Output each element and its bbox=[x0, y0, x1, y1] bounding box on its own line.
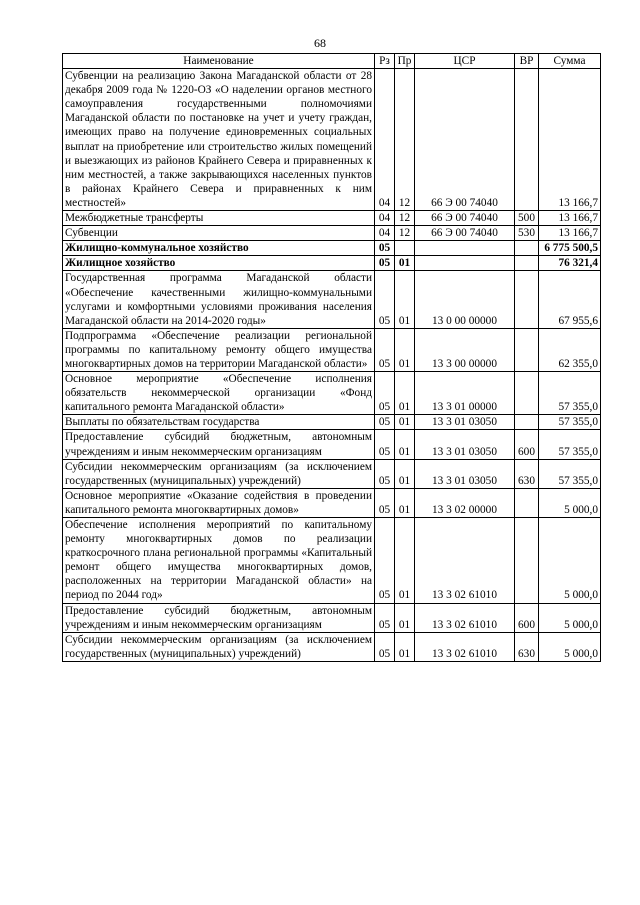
cell-vr bbox=[515, 271, 539, 328]
cell-pr: 01 bbox=[395, 518, 415, 604]
cell-name: Основное мероприятие «Обеспечение исполнения обязательств некоммерческой организации «Фонд капитального ремонта Магаданской области» bbox=[63, 372, 375, 415]
cell-csr bbox=[415, 256, 515, 271]
cell-name: Субвенции на реализацию Закона Магаданской области от 28 декабря 2009 года № 1220-ОЗ «О наделении органов местного самоуправления государственными полномочиями Магаданской области по постановке на учет и учету граждан, имеющих право на получение единовременных социальных выплат на приобретение или строительство жилых помещений и выезжающих из районов Крайнего Севера и приравненных к ним местностей, а также закрывающихся населенных пунктов в районах Крайнего Севера и приравненных к ним местностей» bbox=[63, 69, 375, 211]
cell-name: Межбюджетные трансферты bbox=[63, 211, 375, 226]
cell-vr: 630 bbox=[515, 459, 539, 488]
cell-rz: 05 bbox=[375, 241, 395, 256]
table-row bbox=[63, 226, 601, 241]
cell-csr: 13 3 02 61010 bbox=[415, 632, 515, 661]
cell-sum: 5 000,0 bbox=[539, 632, 601, 661]
cell-csr: 13 3 01 03050 bbox=[415, 430, 515, 459]
cell-sum: 5 000,0 bbox=[539, 603, 601, 632]
cell-name: Предоставление субсидий бюджетным, автономным учреждениям и иным некоммерческим организациям bbox=[63, 430, 375, 459]
cell-vr: 500 bbox=[515, 211, 539, 226]
cell-rz: 05 bbox=[375, 488, 395, 517]
header-rz: Рз bbox=[375, 54, 395, 69]
table-row bbox=[63, 241, 601, 256]
cell-csr: 13 3 01 03050 bbox=[415, 415, 515, 430]
cell-sum: 76 321,4 bbox=[539, 256, 601, 271]
table-row bbox=[63, 415, 601, 430]
cell-sum: 6 775 500,5 bbox=[539, 241, 601, 256]
budget-table bbox=[62, 53, 601, 662]
table-row bbox=[63, 256, 601, 271]
cell-vr bbox=[515, 518, 539, 604]
cell-pr: 01 bbox=[395, 632, 415, 661]
cell-csr: 66 Э 00 74040 bbox=[415, 211, 515, 226]
cell-csr: 13 0 00 00000 bbox=[415, 271, 515, 328]
cell-rz: 05 bbox=[375, 430, 395, 459]
table-row bbox=[63, 459, 601, 488]
cell-vr: 630 bbox=[515, 632, 539, 661]
cell-pr: 01 bbox=[395, 372, 415, 415]
cell-name: Субсидии некоммерческим организациям (за исключением государственных (муниципальных) учреждений) bbox=[63, 632, 375, 661]
cell-rz: 05 bbox=[375, 459, 395, 488]
cell-csr: 13 3 02 61010 bbox=[415, 518, 515, 604]
table-row bbox=[63, 632, 601, 661]
cell-sum: 13 166,7 bbox=[539, 226, 601, 241]
cell-csr: 13 3 01 00000 bbox=[415, 372, 515, 415]
cell-rz: 05 bbox=[375, 271, 395, 328]
cell-sum: 57 355,0 bbox=[539, 415, 601, 430]
cell-pr: 01 bbox=[395, 271, 415, 328]
table-row bbox=[63, 603, 601, 632]
cell-pr: 12 bbox=[395, 69, 415, 211]
cell-vr bbox=[515, 415, 539, 430]
cell-sum: 13 166,7 bbox=[539, 69, 601, 211]
table-row bbox=[63, 488, 601, 517]
cell-vr: 600 bbox=[515, 430, 539, 459]
cell-pr: 01 bbox=[395, 430, 415, 459]
table-row bbox=[63, 430, 601, 459]
cell-pr: 12 bbox=[395, 211, 415, 226]
cell-pr: 01 bbox=[395, 256, 415, 271]
cell-name: Жилищно-коммунальное хозяйство bbox=[63, 241, 375, 256]
cell-rz: 04 bbox=[375, 69, 395, 211]
cell-pr: 01 bbox=[395, 603, 415, 632]
cell-name: Обеспечение исполнения мероприятий по капитальному ремонту многоквартирных домов по реализации краткосрочного плана региональной программы «Капитальный ремонт общего имущества многоквартирных домов, расположенных на территории Магаданской области» на период по 2044 год» bbox=[63, 518, 375, 604]
header-pr: Пр bbox=[395, 54, 415, 69]
cell-name: Основное мероприятие «Оказание содействия в проведении капитального ремонта многоквартирных домов» bbox=[63, 488, 375, 517]
cell-sum: 13 166,7 bbox=[539, 211, 601, 226]
cell-vr bbox=[515, 69, 539, 211]
table-row bbox=[63, 69, 601, 211]
header-vr: ВР bbox=[515, 54, 539, 69]
cell-csr: 66 Э 00 74040 bbox=[415, 69, 515, 211]
cell-rz: 04 bbox=[375, 226, 395, 241]
cell-vr bbox=[515, 256, 539, 271]
cell-sum: 57 355,0 bbox=[539, 459, 601, 488]
cell-vr: 530 bbox=[515, 226, 539, 241]
cell-name: Жилищное хозяйство bbox=[63, 256, 375, 271]
cell-name: Подпрограмма «Обеспечение реализации региональной программы по капитальному ремонту общего имущества многоквартирных домов на территории Магаданской области» bbox=[63, 328, 375, 371]
cell-rz: 05 bbox=[375, 518, 395, 604]
cell-name: Государственная программа Магаданской области «Обеспечение качественными жилищно-коммунальными услугами и комфортными условиями проживания населения Магаданской области на 2014-2020 годы» bbox=[63, 271, 375, 328]
cell-name: Субвенции bbox=[63, 226, 375, 241]
cell-sum: 57 355,0 bbox=[539, 430, 601, 459]
cell-rz: 05 bbox=[375, 328, 395, 371]
cell-vr bbox=[515, 241, 539, 256]
cell-rz: 05 bbox=[375, 372, 395, 415]
cell-rz: 05 bbox=[375, 632, 395, 661]
cell-csr: 13 3 01 03050 bbox=[415, 459, 515, 488]
cell-vr: 600 bbox=[515, 603, 539, 632]
table-body bbox=[63, 69, 601, 662]
cell-sum: 67 955,6 bbox=[539, 271, 601, 328]
cell-rz: 05 bbox=[375, 415, 395, 430]
cell-pr: 01 bbox=[395, 328, 415, 371]
table-row bbox=[63, 328, 601, 371]
cell-csr: 13 3 00 00000 bbox=[415, 328, 515, 371]
header-row bbox=[63, 54, 601, 69]
table-row bbox=[63, 211, 601, 226]
cell-sum: 62 355,0 bbox=[539, 328, 601, 371]
cell-name: Предоставление субсидий бюджетным, автономным учреждениям и иным некоммерческим организациям bbox=[63, 603, 375, 632]
page-number: 68 bbox=[314, 36, 326, 50]
table-row bbox=[63, 271, 601, 328]
header-sum: Сумма bbox=[539, 54, 601, 69]
cell-vr bbox=[515, 372, 539, 415]
cell-pr: 12 bbox=[395, 226, 415, 241]
cell-csr: 66 Э 00 74040 bbox=[415, 226, 515, 241]
header-csr: ЦСР bbox=[415, 54, 515, 69]
cell-vr bbox=[515, 328, 539, 371]
table-row bbox=[63, 372, 601, 415]
cell-vr bbox=[515, 488, 539, 517]
table-header bbox=[63, 54, 601, 69]
cell-pr: 01 bbox=[395, 415, 415, 430]
cell-csr bbox=[415, 241, 515, 256]
cell-sum: 5 000,0 bbox=[539, 488, 601, 517]
cell-sum: 57 355,0 bbox=[539, 372, 601, 415]
cell-rz: 05 bbox=[375, 256, 395, 271]
cell-rz: 05 bbox=[375, 603, 395, 632]
cell-pr: 01 bbox=[395, 459, 415, 488]
cell-name: Субсидии некоммерческим организациям (за исключением государственных (муниципальных) учреждений) bbox=[63, 459, 375, 488]
cell-csr: 13 3 02 00000 bbox=[415, 488, 515, 517]
cell-sum: 5 000,0 bbox=[539, 518, 601, 604]
header-name: Наименование bbox=[63, 54, 375, 69]
cell-pr bbox=[395, 241, 415, 256]
cell-rz: 04 bbox=[375, 211, 395, 226]
cell-pr: 01 bbox=[395, 488, 415, 517]
table-row bbox=[63, 518, 601, 604]
cell-csr: 13 3 02 61010 bbox=[415, 603, 515, 632]
cell-name: Выплаты по обязательствам государства bbox=[63, 415, 375, 430]
